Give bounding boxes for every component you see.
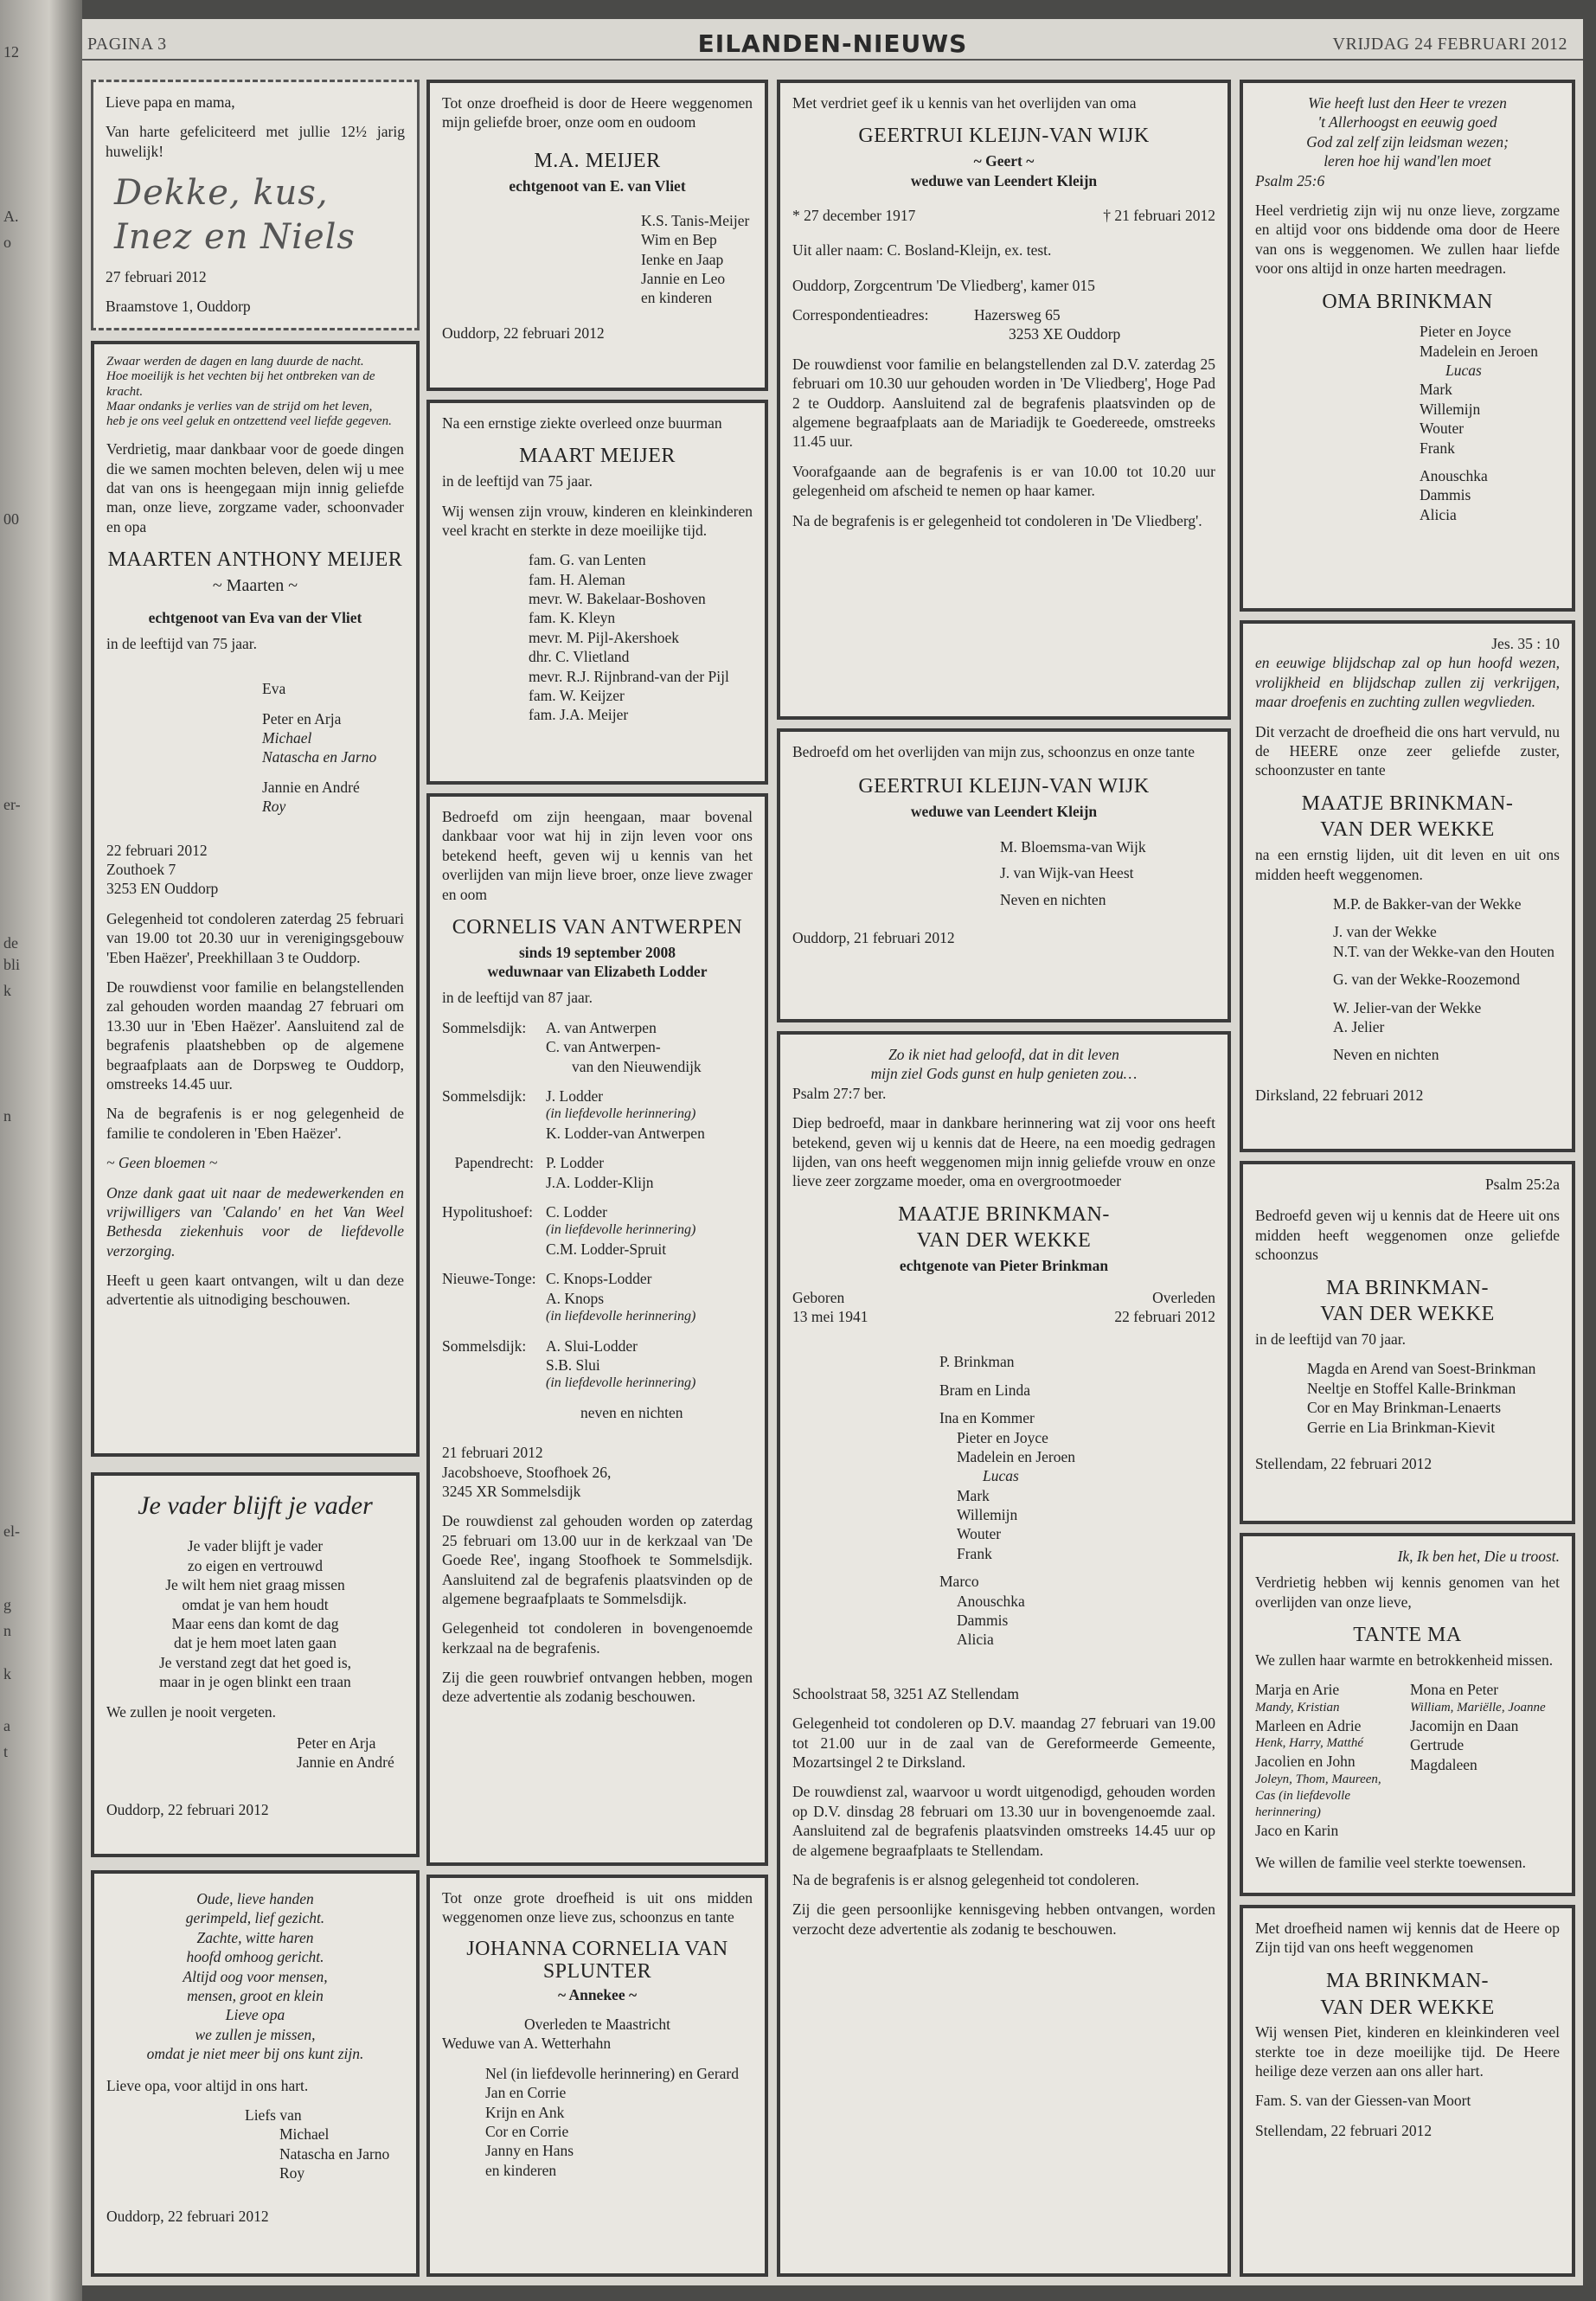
family-list: Magda en Arend van Soest-Brinkman Neeltje en Stoffel Kalle-Brinkman Cor en May Brinkman-Lenaerts Gerrie en Lia Brinkman-Kievit: [1307, 1360, 1536, 1436]
place-date: Ouddorp, 22 februari 2012: [106, 1800, 269, 1818]
service-info: De rouwdienst voor familie en belangstellenden zal gehouden worden maandag 27 februari om 13.30 uur in 'Eben Haëzer'. Aansluitend zal de begrafenis plaatshebben op de algemene begraafplaats aan de Dorpsweg te Ouddorp, omstreeks 14.45 uur.: [106, 977, 404, 1093]
margin-fragment: er-: [3, 796, 21, 813]
newspaper-title: EILANDEN-NIEUWS: [697, 29, 968, 58]
deceased-name-2: VAN DER WEKKE: [1320, 818, 1495, 842]
address: Schoolstraat 58, 3251 AZ Stellendam: [792, 1684, 1019, 1702]
left-page-edge: [0, 0, 82, 2301]
ad-maarten-meijer: [91, 341, 420, 1457]
family-entry: Henk, Harry, Matthé: [1255, 1736, 1363, 1751]
margin-fragment: t: [3, 1743, 9, 1760]
service-info: De rouwdienst voor familie en belangstellenden zal D.V. zaterdag 25 februari om 10.30 uur gehouden worden in 'De Vliedberg', Hoge Pad 2 te Ouddorp. Aansluitend zal de begrafenis plaatsvinden op de algemene begraafplaats aan de Mariadijk te Goedereede, omstreeks 11.45 uur.: [792, 355, 1215, 451]
place-date: Stellendam, 22 februari 2012: [1255, 2121, 1433, 2139]
closing-line: We zullen je nooit vergeten.: [106, 1702, 277, 1721]
intro: Verdrietig hebben wij kennis genomen van het overlijden van onze lieve,: [1255, 1574, 1560, 1611]
place-of-death: Overleden te Maastricht: [523, 2015, 671, 2033]
page-number: PAGINA 3: [87, 35, 167, 54]
family-table: Sommelsdijk: A. van Antwerpen C. van Antwerpen- van den Nieuwendijk Sommelsdijk: J. Lodder (in liefdevolle herinnering) K. Lodder-van Antwerpen Papendrecht: P. Lodder J.A. Lodder-Klijn Hypolitushoef: C. Lodder (in liefdevolle herinnering) C.M. Lodder-Spruit Nieuwe-Tonge: C. Knops-Lodder A. Knops (in liefdevolle herinnering) Sommelsdijk: A. Slui-Lodder S.B. Slui (in liefdevolle herinnering): [442, 1018, 705, 1391]
after-info: Na de begrafenis is er alsnog gelegenheid tot condoleren.: [792, 1870, 1139, 1888]
poem-title: Je vader blijft je vader: [138, 1491, 373, 1520]
verse-ref: Psalm 27:7 ber.: [792, 1084, 887, 1102]
place-date: Ouddorp, 22 februari 2012: [106, 2208, 269, 2226]
neighbour-list: fam. G. van Lenten fam. H. Aleman mevr. W. Bakelaar-Boshoven fam. K. Kleyn mevr. M. Pijl-Akershoek dhr. C. Vlietland mevr. R.J. Rijnbrand-van der Pijl fam. W. Keijzer fam. J.A. Meijer: [529, 551, 729, 724]
closing: Zij die geen rouwbrief ontvangen hebben, mogen deze advertentie als zodanig beschouwen.: [442, 1669, 753, 1706]
family-list: Pieter en Joyce Madelein en Jeroen Lucas Mark Willemijn Wouter Frank Anouschka Dammis Alicia: [1420, 323, 1539, 523]
family-entry: Cas (in liefdevolle herinnering): [1255, 1789, 1350, 1820]
street: Zouthoek 7: [106, 861, 176, 879]
family-list: Nel (in liefdevolle herinnering) en Gerard Jan en Corrie Krijn en Ank Cor en Corrie Janny en Hans en kinderen: [485, 2064, 739, 2179]
family-entry: Jacomijn en Daan: [1410, 1716, 1519, 1734]
spouse: echtgenoot van E. van Vliet: [509, 176, 686, 195]
margin-fragment: a: [3, 1717, 10, 1734]
text: Wij wensen zijn vrouw, kinderen en kleinkinderen veel kracht en sterkte in deze moeilijke tijd.: [442, 502, 753, 539]
family-entry: William, Mariëlle, Joanne: [1410, 1700, 1546, 1715]
spouse: echtgenote van Pieter Brinkman: [899, 1257, 1109, 1275]
family-right: [1410, 1680, 1560, 1841]
ad-m-a-meijer: [426, 80, 768, 391]
family-list: M.P. de Bakker-van der Wekke J. van der Wekke N.T. van der Wekke-van den Houten G. van der Wekke-Roozemond W. Jelier-van der Wekke A. Jelier Neven en nichten: [1333, 894, 1554, 1064]
deceased-name: MAARTEN ANTHONY MEIJER: [107, 548, 403, 572]
service-info: De rouwdienst zal gehouden worden op zaterdag 25 februari om 13.00 uur in de kerkzaal van 'De Goede Ree', ingang Stoofhoek te Sommelsdijk. Aansluitend zal de begrafenis plaatsvinden op de algemene begraafplaats te Sommelsdijk.: [442, 1512, 753, 1607]
ad-maatje-brinkman: [777, 1031, 1231, 2277]
margin-fragment: o: [3, 234, 11, 251]
date: 22 februari 2012: [106, 841, 208, 859]
postal: 3253 EN Ouddorp: [106, 880, 219, 898]
widow: weduwe van Leendert Kleijn: [910, 803, 1098, 821]
margin-fragment: n: [3, 1107, 11, 1125]
text: Wij wensen Piet, kinderen en kleinkinderen veel sterkte toe in deze moeilijke tijd. De Heere heilige deze verzen aan ons aller hart.: [1255, 2023, 1560, 2080]
deceased-name-1: MAATJE BRINKMAN-: [1301, 792, 1514, 815]
deceased-name: GEERTRUI KLEIJN-VAN WIJK: [858, 775, 1150, 798]
deceased-name-2: VAN DER WEKKE: [1320, 1303, 1495, 1326]
ad-maatje-brinkman-sister: [1240, 620, 1575, 1152]
ad-maart-meijer: [426, 400, 768, 785]
deceased-name-2: VAN DER WEKKE: [916, 1229, 1092, 1253]
family-entry: Marja en Arie: [1255, 1681, 1340, 1699]
place-date: Dirksland, 22 februari 2012: [1255, 1086, 1424, 1104]
condolence-info: Gelegenheid tot condoleren op D.V. maandag 27 februari van 19.00 tot 21.00 uur in de zaal van de Gereformeerde Gemeente, Mozartsingel 2 te Dirksland.: [792, 1715, 1215, 1771]
age: in de leeftijd van 75 jaar.: [106, 634, 257, 652]
address: Braamstove 1, Ouddorp: [106, 297, 251, 315]
from: Peter en Arja Jannie en André: [297, 1734, 394, 1772]
margin-fragment: k: [3, 982, 11, 999]
place-date: Ouddorp, 22 februari 2012: [442, 324, 605, 342]
greeting: Lieve papa en mama,: [106, 93, 235, 111]
family-entry: Mona en Peter: [1410, 1681, 1499, 1699]
deceased-name: GEERTRUI KLEIJN-VAN WIJK: [858, 125, 1150, 148]
family-list: P. Brinkman Bram en Linda Ina en Kommer Pieter en Joyce Madelein en Jeroen Lucas Mark Willemijn Wouter Frank Marco Anouschka Dammis Alicia: [939, 1353, 1076, 1649]
newspaper-page: [82, 19, 1583, 2285]
margin-fragment: 12: [3, 43, 19, 61]
widow: Weduwe van A. Wetterhahn: [442, 2035, 612, 2053]
deceased-name: CORNELIS VAN ANTWERPEN: [452, 915, 743, 939]
correspondence: Correspondentieadres: Hazersweg 65 3253 XE Ouddorp: [792, 306, 1121, 343]
issue-date: VRIJDAG 24 FEBRUARI 2012: [1332, 35, 1567, 54]
after-info: Na de begrafenis is er nog gelegenheid de familie te condoleren in 'Eben Haëzer'.: [106, 1105, 404, 1142]
intro: Heel verdrietig zijn wij nu onze lieve, zorgzame en altijd voor ons biddende oma door de Heere van ons is weggenomen. We zullen haar liefde voor ons altijd in onze harten meedragen.: [1255, 201, 1560, 278]
condolence-info: Gelegenheid tot condoleren in bovengenoemde kerkzaal na de begrafenis.: [442, 1619, 753, 1657]
ad-johanna-van-splunter: [426, 1875, 768, 2277]
family-list: Eva Peter en Arja Michael Natascha en Jarno Jannie en André Roy: [262, 680, 377, 816]
family-entry: Jaco en Karin: [1255, 1822, 1339, 1840]
widower: weduwnaar van Elizabeth Lodder: [487, 963, 708, 981]
closing: Zij die geen persoonlijke kennisgeving hebben ontvangen, worden verzocht deze advertentie als zodanig te beschouwen.: [792, 1900, 1215, 1938]
verse-ref: Psalm 25:2a: [1484, 1176, 1560, 1193]
poem: Oude, lieve handen gerimpeld, lief gezicht. Zachte, witte haren hoofd omhoog gericht. Altijd oog voor mensen, mensen, groot en klein Lieve opa we zullen je missen, omdat je niet meer bij ons kunt zijn.: [146, 1890, 364, 2063]
from: Uit aller naam: C. Bosland-Kleijn, ex. test.: [792, 241, 1052, 260]
widow: weduwe van Leendert Kleijn: [910, 171, 1098, 189]
nickname: ~ Geert ~: [973, 152, 1035, 170]
ad-geertrui-kleijn: [777, 80, 1231, 720]
intro: Bedroefd geven wij u kennis dat de Heere uit ons midden heeft weggenomen onze geliefde schoonzus: [1255, 1207, 1560, 1264]
place-date: Stellendam, 22 februari 2012: [1255, 1454, 1433, 1472]
verse: Zo ik niet had geloofd, dat in dit leven mijn ziel Gods gunst en hulp genieten zou…: [870, 1046, 1138, 1083]
margin-fragment: bli: [3, 956, 21, 973]
intro: Bedroefd om zijn heengaan, maar bovenal dankbaar voor wat hij in zijn leven voor ons betekend heeft, geven wij u kennis van het overlijden van mijn lieve broer, onze lieve zwager en oom: [442, 808, 753, 903]
place: Ouddorp, Zorgcentrum 'De Vliedberg', kamer 015: [792, 276, 1095, 294]
age: in de leeftijd van 75 jaar.: [442, 472, 593, 490]
verse-ref: Psalm 25:6: [1255, 171, 1325, 189]
deceased-name: JOHANNA CORNELIA VAN SPLUNTER: [466, 1937, 728, 1984]
place-date: Ouddorp, 21 februari 2012: [792, 929, 955, 947]
deceased-name: M.A. MEIJER: [534, 149, 661, 172]
deceased-name-1: MA BRINKMAN-: [1325, 1969, 1489, 1992]
no-flowers: ~ Geen bloemen ~: [106, 1154, 218, 1172]
closing: We willen de familie veel sterkte toewensen.: [1255, 1853, 1526, 1871]
family-left: [1255, 1680, 1405, 1841]
closing: Heeft u geen kaart ontvangen, wilt u dan deze advertentie als uitnodiging beschouwen.: [106, 1272, 404, 1309]
after-info: Na de begrafenis is er gelegenheid tot condoleren in 'De Vliedberg'.: [792, 511, 1202, 529]
intro: Met verdriet geef ik u kennis van het overlijden van oma: [792, 94, 1137, 112]
verse: Wie heeft lust den Heer te vrezen 't Allerhoogst en eeuwig goed God zal zelf zijn leidsman wezen; leren hoe hij wand'len moet: [1306, 94, 1509, 170]
intro: Na een ernstige ziekte overleed onze buurman: [442, 414, 722, 432]
deceased-name-1: MAATJE BRINKMAN-: [898, 1202, 1110, 1226]
deceased-name-2: VAN DER WEKKE: [1320, 1996, 1495, 2019]
from: Liefs van Michael Natascha en Jarno Roy: [245, 2106, 390, 2182]
line: Lieve opa, voor altijd in ons hart.: [106, 2076, 309, 2094]
ad-ma-brinkman-2: [1240, 1905, 1575, 2277]
nephews: neven en nichten: [580, 1403, 683, 1421]
life-dates: * 27 december 1917 † 21 februari 2012: [792, 206, 1215, 224]
margin-fragment: A.: [3, 208, 19, 225]
intro: Tot onze droefheid is door de Heere weggenomen mijn geliefde broer, onze oom en oudoom: [442, 94, 753, 131]
age: in de leeftijd van 87 jaar.: [442, 989, 593, 1007]
verse-ref: Jes. 35 : 10: [1491, 635, 1560, 652]
margin-fragment: 00: [3, 510, 19, 528]
margin-fragment: de: [3, 934, 18, 952]
ad-je-vader: [91, 1472, 420, 1857]
deceased-name: MAART MEIJER: [519, 445, 676, 468]
ad-tante-ma: [1240, 1533, 1575, 1896]
address-line1: Jacobshoeve, Stoofhoek 26,: [442, 1463, 612, 1481]
margin-fragment: k: [3, 1665, 11, 1682]
margin-fragment: n: [3, 1622, 11, 1639]
deceased-name: TANTE MA: [1353, 1624, 1462, 1647]
ad-ma-brinkman: [1240, 1161, 1575, 1524]
page-header: [82, 26, 1583, 61]
intro: Diep bedroefd, maar in dankbare herinnering wat zij voor ons heeft betekend, geven wij u kennis dat de Heere, na een moedig gedragen lijden, van ons heeft weggenomen mijn innig geliefde vrouw en onze lieve zeer zorgzame moeder, oma en overgrootmoeder: [792, 1114, 1215, 1190]
congrats: Van harte gefeliciteerd met jullie 12½ jarig huwelijk!: [106, 123, 405, 160]
condolence-info: Gelegenheid tot condoleren zaterdag 25 februari van 19.00 tot 20.30 uur in verenigingsgebouw 'Eben Haëzer', Preekhillaan 3 te Ouddorp.: [106, 909, 404, 966]
nickname: ~ Maarten ~: [212, 575, 298, 595]
ad-cornelis-van-antwerpen: [426, 793, 768, 1866]
ad-lieve-opa: [91, 1870, 420, 2277]
handwritten-signature: Dekke, kus, Inez en Niels: [114, 173, 356, 258]
poem: Je vader blijft je vader zo eigen en vertrouwd Je wilt hem niet graag missen omdat je van hem houdt Maar eens dan komt de dag dat je hem moet laten gaan Je verstand zegt dat het goed is, maar in je ogen blinkt een traan: [158, 1537, 352, 1691]
service-info: De rouwdienst zal, waarvoor u wordt uitgenodigd, gehouden worden op D.V. dinsdag 28 februari om 13.30 uur in bovengenoemde zaal. Aansluitend zal de begrafenis plaatsvinden omstreeks 14.45 uur op de algemene begraafplaats te Stellendam.: [792, 1783, 1215, 1859]
family-list: K.S. Tanis-Meijer Wim en Bep Ienke en Jaap Jannie en Leo en kinderen: [641, 211, 750, 307]
deceased-name: OMA BRINKMAN: [1322, 290, 1493, 313]
ad-geertrui-kleijn-2: [777, 728, 1231, 1022]
date: 21 februari 2012: [442, 1444, 543, 1462]
intro: Bedroefd om het overlijden van mijn zus, schoonzus en onze tante: [792, 743, 1195, 760]
poem: Zwaar werden de dagen en lang duurde de nacht. Hoe moeilijk is het vechten bij het ontbreken van de kracht. Maar ondanks je verlies van de strijd om het leven, heb je ons veel geluk en ontzettend veel liefde gegeven.: [106, 355, 392, 428]
since: sinds 19 september 2008: [518, 943, 676, 961]
spouse: echtgenoot van Eva van der Vliet: [148, 608, 362, 626]
date: 27 februari 2012: [106, 267, 207, 285]
address-line2: 3245 XR Sommelsdijk: [442, 1482, 581, 1500]
family-entry: Marleen en Adrie: [1255, 1716, 1362, 1734]
life-dates: Geboren 13 mei 1941 Overleden 22 februari 2012: [792, 1288, 1215, 1325]
age: in de leeftijd van 70 jaar.: [1255, 1330, 1406, 1348]
family-list: M. Bloemsma-van Wijk J. van Wijk-van Heest Neven en nichten: [1000, 837, 1146, 908]
deceased-name-1: MA BRINKMAN-: [1325, 1276, 1489, 1299]
family-entry: Gertrude: [1410, 1736, 1465, 1754]
ad-anniversary: [91, 80, 420, 330]
margin-fragment: g: [3, 1596, 11, 1613]
before-info: Voorafgaande aan de begrafenis is er van 10.00 tot 10.20 uur gelegenheid om afscheid te nemen op haar kamer.: [792, 462, 1215, 500]
intro: Met droefheid namen wij kennis dat de Heere op Zijn tijd van ons heeft weggenomen: [1255, 1920, 1560, 1957]
quote: Ik, Ik ben het, Die u troost.: [1397, 1548, 1560, 1565]
family-entry: Magdaleen: [1410, 1755, 1477, 1773]
text: na een ernstig lijden, uit dit leven en uit ons midden heeft weggenomen.: [1255, 846, 1560, 883]
ad-oma-brinkman: [1240, 80, 1575, 612]
family-entry: Joleyn, Thom, Maureen,: [1255, 1772, 1381, 1786]
thanks: Onze dank gaat uit naar de medewerkenden en vrijwilligers van 'Calando' en het Van Weel Bethesda ziekenhuis voor de liefdevolle verzorging.: [106, 1183, 404, 1259]
family-entry: Jacolien en John: [1255, 1753, 1356, 1771]
from: Fam. S. van der Giessen-van Moort: [1255, 2092, 1471, 2110]
nickname: ~ Annekee ~: [557, 1985, 638, 2003]
margin-fragment: el-: [3, 1522, 20, 1540]
text: We zullen haar warmte en betrokkenheid missen.: [1255, 1650, 1554, 1669]
intro: Dit verzacht de droefheid die ons hart vervuld, nu de HEERE onze zeer geliefde zuster, schoonzuster en tante: [1255, 722, 1560, 779]
family-entry: Mandy, Kristian: [1255, 1700, 1340, 1715]
family-columns: [1255, 1680, 1560, 1841]
intro: Verdrietig, maar dankbaar voor de goede dingen die we samen mochten beleven, delen wij u mee dat van ons is heengegaan mijn innig geliefde man, onze lieve, zorgzame vader, schoonvader en opa: [106, 440, 404, 535]
verse: en eeuwige blijdschap zal op hun hoofd wezen, vrolijkheid en blijdschap zullen zij verkrijgen, maar droefenis en zuchting zullen wegvlieden.: [1255, 654, 1560, 711]
intro: Tot onze grote droefheid is uit ons midden weggenomen onze lieve zus, schoonzus en tante: [442, 1889, 753, 1926]
